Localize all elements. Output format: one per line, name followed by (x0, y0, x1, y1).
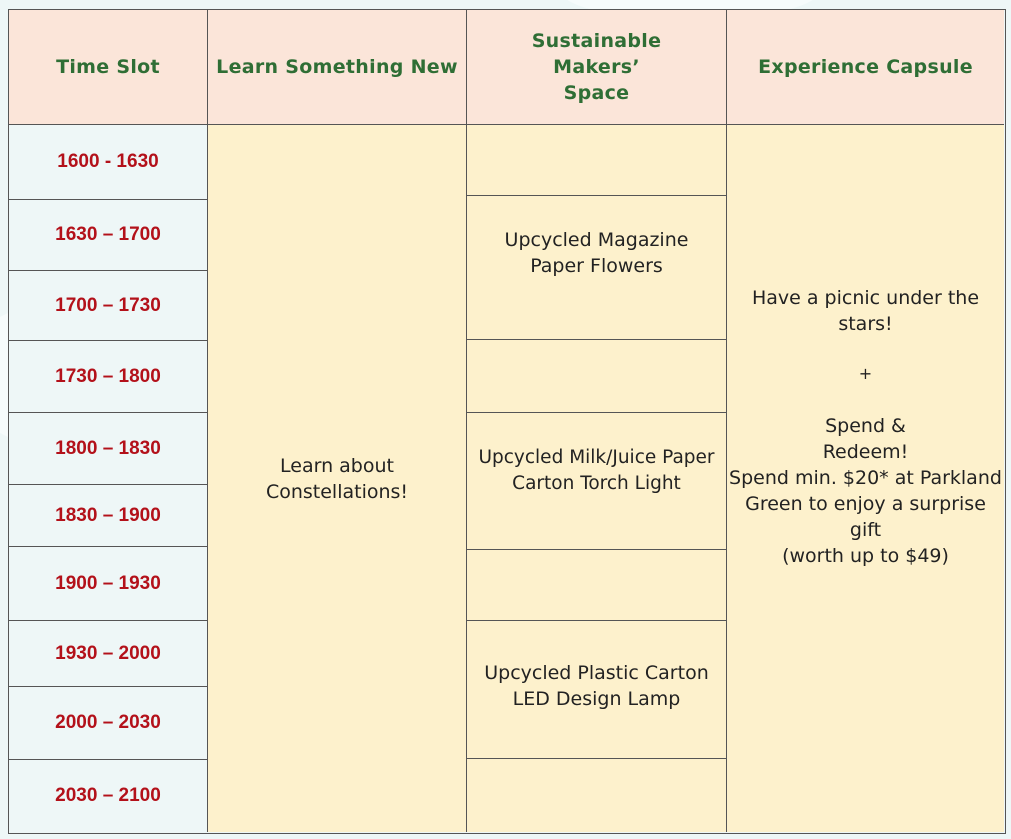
time-slot-label: 1630 – 1700 (55, 224, 161, 245)
divider (466, 758, 726, 759)
capsule-line1: Have a picnic under the stars! (751, 287, 980, 335)
divider (8, 199, 207, 200)
header-capsule-label: Experience Capsule (758, 56, 973, 78)
learn-activity-label: Learn about Constellations! (265, 454, 409, 503)
divider (726, 9, 727, 832)
time-slot-label: 1730 – 1800 (55, 365, 161, 387)
makers-activity-label: Upcycled Milk/Juice Paper Carton Torch Light (478, 447, 715, 494)
divider (466, 195, 726, 196)
time-slot-label: 1800 – 1830 (55, 437, 161, 459)
divider (466, 412, 726, 413)
time-slot-label: 1830 – 1900 (55, 504, 161, 526)
divider (8, 686, 207, 687)
divider (8, 340, 207, 341)
divider (466, 9, 467, 832)
divider (8, 270, 207, 271)
time-slot-label: 2000 – 2030 (55, 712, 161, 733)
divider (8, 546, 207, 547)
makers-activity-label: Upcycled Magazine Paper Flowers (504, 228, 689, 277)
divider (8, 620, 207, 621)
table-border (8, 9, 1006, 834)
divider (8, 759, 207, 760)
divider (466, 549, 726, 550)
divider (8, 484, 207, 485)
capsule-line3: Spend min. $20* at Parkland Green to enjoy a surprise gift (729, 467, 1002, 541)
time-slot-label: 1700 – 1730 (55, 294, 161, 316)
divider (8, 412, 207, 413)
time-slot-label: 1600 - 1630 (57, 151, 159, 172)
header-learn-label: Learn Something New (216, 56, 458, 78)
divider (8, 124, 1004, 125)
capsule-plus: + (858, 364, 873, 383)
capsule-line4: (worth up to $49) (782, 545, 949, 567)
header-time-slot-label: Time Slot (56, 56, 160, 78)
header-makers-label: Sustainable Makers’ Space (531, 30, 662, 104)
time-slot-label: 1930 – 2000 (55, 642, 161, 664)
time-slot-label: 2030 – 2100 (55, 785, 161, 806)
capsule-line2: Spend & Redeem! (822, 415, 909, 463)
time-slot-label: 1900 – 1930 (55, 572, 161, 594)
divider (466, 339, 726, 340)
divider (466, 620, 726, 621)
divider (207, 9, 208, 832)
makers-activity-label: Upcycled Plastic Carton LED Design Lamp (484, 661, 709, 710)
